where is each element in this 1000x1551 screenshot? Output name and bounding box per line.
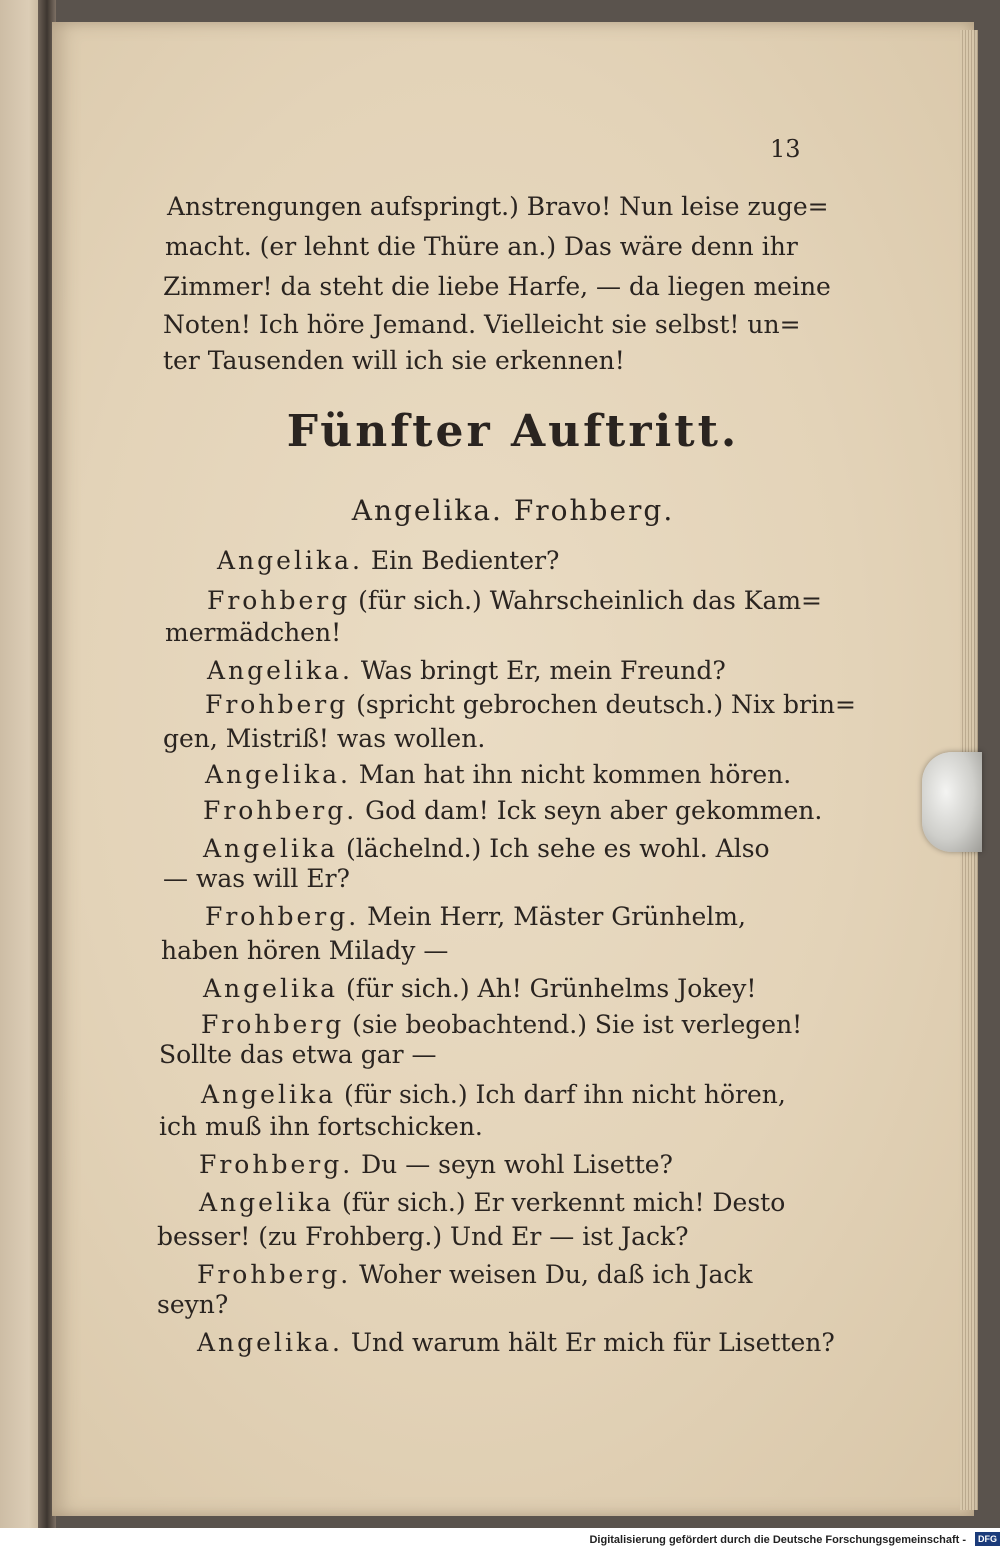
text-line: Noten! Ich höre Jemand. Vielleicht sie selbst! un=: [163, 310, 801, 339]
dialogue-line: [159, 1040, 437, 1070]
page-number: 13: [770, 135, 801, 163]
speech-text: Was bringt Er, mein Freund?: [360, 656, 726, 685]
page-clip: [922, 752, 982, 852]
cast-line: Angelika. Frohberg.: [351, 494, 675, 527]
dialogue-line: [163, 724, 485, 754]
dialogue-line: [203, 974, 756, 1004]
dialogue-line: [205, 902, 746, 932]
text-line: ter Tausenden will ich sie erkennen!: [163, 346, 625, 375]
dialogue-line: [165, 618, 341, 648]
dialogue-line: [205, 760, 791, 790]
speech-text: Mein Herr, Mäster Grünhelm,: [367, 902, 746, 931]
dialogue-line: [197, 1328, 835, 1358]
dialogue-line: [197, 1260, 753, 1290]
speaker-name: Angelika: [203, 834, 338, 863]
dialogue-line: [201, 1010, 802, 1040]
speaker-name: Angelika.: [197, 1328, 343, 1357]
dialogue-line: [163, 864, 350, 894]
speech-text: gen, Mistriß! was wollen.: [163, 724, 486, 753]
dialogue-line: [217, 546, 559, 576]
dialogue-line: [157, 1290, 228, 1320]
speaker-name: Angelika.: [205, 760, 351, 789]
speech-text: (für sich.) Ich darf ihn nicht hören,: [343, 1080, 786, 1109]
page-text: [52, 22, 974, 1516]
dialogue-line: [161, 936, 448, 966]
dialogue-line: [157, 1222, 689, 1252]
speaker-name: Angelika: [201, 1080, 336, 1109]
speech-text: (sie beobachtend.) Sie ist verlegen!: [352, 1010, 803, 1039]
speech-text: Und warum hält Er mich für Lisetten?: [350, 1328, 835, 1357]
dialogue-line: [159, 1112, 483, 1142]
text-line: macht. (er lehnt die Thüre an.) Das wäre denn ihr: [165, 232, 798, 261]
dialogue-line: [203, 796, 822, 826]
dialogue-line: [199, 1150, 673, 1180]
footer-bar: [0, 1528, 1000, 1550]
speaker-name: Frohberg: [201, 1010, 345, 1039]
speaker-name: Angelika: [199, 1188, 334, 1217]
speaker-name: Frohberg.: [203, 796, 358, 825]
dialogue-line: [199, 1188, 785, 1218]
dialogue-line: [207, 656, 726, 686]
speech-text: Man hat ihn nicht kommen hören.: [358, 760, 792, 789]
book-page: [52, 22, 974, 1516]
dialogue-line: [203, 834, 770, 864]
speaker-name: Frohberg.: [199, 1150, 354, 1179]
dfg-logo-icon: DFG: [975, 1532, 1000, 1546]
speech-text: — was will Er?: [163, 864, 350, 893]
speech-text: (für sich.) Wahrscheinlich das Kam=: [358, 586, 822, 615]
speaker-name: Frohberg: [205, 690, 349, 719]
text-line: Anstrengungen aufspringt.) Bravo! Nun leise zuge=: [167, 192, 829, 221]
dialogue-line: [201, 1080, 786, 1110]
dialogue-line: [205, 690, 856, 720]
speaker-name: Angelika: [203, 974, 338, 1003]
speaker-name: Frohberg.: [197, 1260, 352, 1289]
speaker-name: Frohberg: [207, 586, 351, 615]
speech-text: Woher weisen Du, daß ich Jack: [359, 1260, 753, 1289]
speech-text: seyn?: [157, 1290, 229, 1319]
text-line: Zimmer! da steht die liebe Harfe, — da liegen meine: [163, 272, 831, 301]
scene-heading: Fünfter Auftritt.: [286, 406, 740, 457]
speech-text: Sollte das etwa gar —: [159, 1040, 437, 1069]
speech-text: (für sich.) Ah! Grünhelms Jokey!: [345, 974, 757, 1003]
speech-text: ich muß ihn fortschicken.: [159, 1112, 483, 1141]
speaker-name: Angelika.: [217, 546, 363, 575]
speech-text: mermädchen!: [165, 618, 342, 647]
speech-text: (spricht gebrochen deutsch.) Nix brin=: [356, 690, 856, 719]
speech-text: haben hören Milady —: [161, 936, 449, 965]
speech-text: (lächelnd.) Ich sehe es wohl. Also: [345, 834, 770, 863]
speech-text: besser! (zu Frohberg.) Und Er — ist Jack?: [157, 1222, 689, 1251]
footer-credit: Digitalisierung gefördert durch die Deutsche Forschungsgemeinschaft -: [589, 1534, 966, 1546]
speech-text: Ein Bedienter?: [370, 546, 560, 575]
speech-text: Du — seyn wohl Lisette?: [361, 1150, 673, 1179]
speaker-name: Angelika.: [207, 656, 353, 685]
speech-text: (für sich.) Er verkennt mich! Desto: [341, 1188, 786, 1217]
speech-text: God dam! Ick seyn aber gekommen.: [365, 796, 823, 825]
dialogue-line: [207, 586, 822, 616]
speaker-name: Frohberg.: [205, 902, 360, 931]
